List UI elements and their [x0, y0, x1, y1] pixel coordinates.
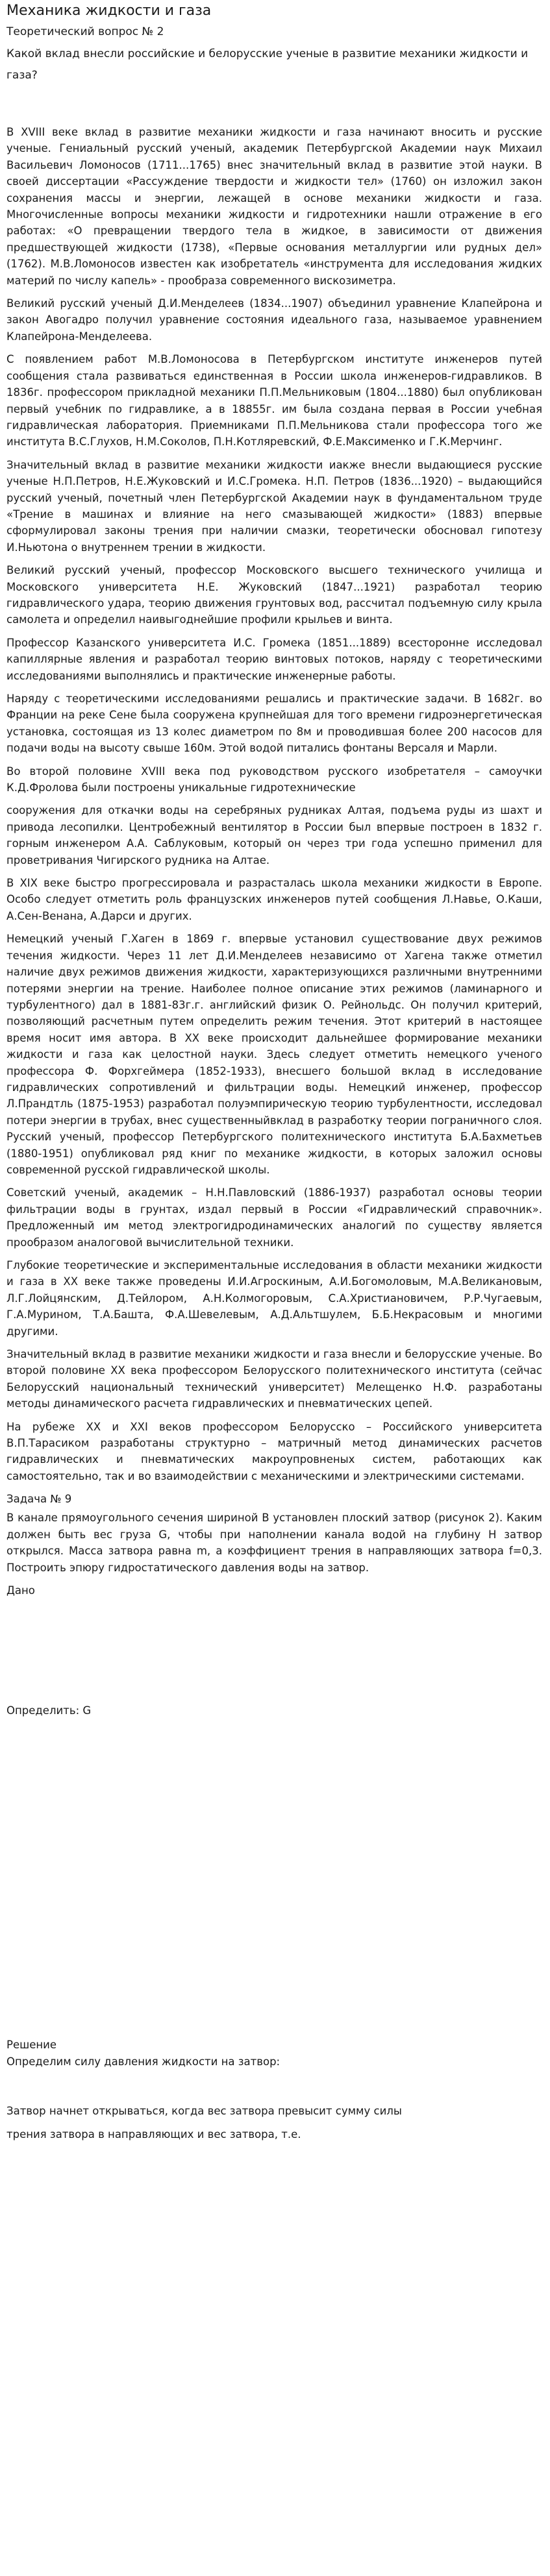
solution-line: Затвор начнет открываться, когда вес затвора превысит сумму силы: [6, 2104, 402, 2117]
paragraph: сооружения для откачки воды на серебряных рудниках Алтая, подъема руды из шахт и привода лесопилки. Центробежный вентилятор в России был впервые построен в 1832 г. горным инженером А.А. Саблуковым, который он через три года успешно применил для проветривания Чигирского рудника на Алтае.: [6, 804, 542, 866]
figure-space: [6, 1719, 542, 2037]
paragraph: Значительный вклад в развитие механики жидкости иакже внесли выдающиеся русские ученые Н.П.Петров, Н.Е.Жуковский и И.С.Громека. Н.П. Петров (1836...1920) – выдающийся русский ученый, почетный член Петербургской Академии наук в фундаментальном труде «Трение в машинах и влияние на него смазывающей жидкости» (1883) впервые сформулировал законы трения при наличии смазки, теоретически обосновал гипотезу И.Ньютона о внутреннем трении в жидкости.: [6, 458, 542, 554]
spacer: [6, 1599, 542, 1702]
given-label: Дано: [6, 1584, 35, 1597]
paragraph: Немецкий ученый Г.Хаген в 1869 г. впервые установил существование двух режимов течения жидкости. Через 11 лет Д.И.Менделеев независимо от Хагена также отметил наличие двух режимов движения жидкости, характеризующихся различными внутренними потерями энергии на трение. Наиболее полное описание этих режимов (ламинарного и турбулентного) дал в 1881-83г.г. английский физик О. Рейнольдс. Он получил критерий, позволяющий расчетным путем определить режим течения. Этот критерий в настоящее время носит имя автора. В XX веке происходит дальнейшее формирование механики жидкости и газа как целостной науки. Здесь следует отметить немецкого ученого профессора Ф. Форхгеймера (1852-1933), внесшего большой вклад в исследование гидравлических сопротивлений и фильтрации воды. Немецкий инженер, профессор Л.Прандтль (1875-1953) разработал полуэмпирическую теорию турбулентности, исследовал потери энергии в трубах, внес существенныйвклад в разработку теории пограничного слоя. Русский ученый, профессор Петербургского политехнического института Б.А.Бахметьев (1880-1951) опубликовал ряд книг по механике жидкости, в которых заложил основы современной русской гидравлической школы.: [6, 933, 542, 1176]
paragraph: Великий русский ученый Д.И.Менделеев (1834...1907) объединил уравнение Клапейрона и закон Авогадро получил уравнение состояния идеального газа, называемое уравнением Клапейрона-Менделеева.: [6, 297, 542, 343]
spacer: [6, 86, 542, 124]
solution-line: трения затвора в направляющих и вес затвора, т.е.: [6, 2128, 301, 2141]
document-title: Механика жидкости и газа: [6, 3, 212, 19]
question-number: Теоретический вопрос № 2: [6, 25, 164, 38]
paragraph: В XVIII веке вклад в развитие механики жидкости и газа начинают вносить и русские ученые. Гениальный русский ученый, академик Петербургской Академии наук Михаил Васильевич Ломоносов (1711...1765) внес значительный вклад в развитие этой науки. В своей диссертации «Рассуждение твердости и жидкости тел» (1760) он изложил закон сохранения массы и энергии, лежащей в основе механики жидкости и газа. Многочисленные вопросы механики жидкости и гидротехники нашли отражение в его работах: «О превращении твердого тела в жидкое, в зависимости от движения предшествующей жидкости (1738), «Первые основания металлургии или рудных дел» (1762). М.В.Ломоносов известен как изобретатель «инструмента для исследования жидких материй по числу капель» - прообраза современного вискозиметра.: [6, 126, 542, 287]
find-label: Определить: G: [6, 1704, 92, 1717]
paragraph: Глубокие теоретические и экспериментальные исследования в области механики жидкости и газа в XX веке также проведены И.И.Агроскиным, А.И.Богомоловым, М.А.Великановым, Л.Г.Лойцянским, Д.Тейлором, А.Н.Колмогоровым, С.А.Христиановичем, Р.Р.Чугаевым, Г.А.Мурином, Т.А.Башта, Ф.А.Шевелевым, А.Д.Альтшулем, Б.Б.Некрасовым и многими другими.: [6, 1259, 542, 1338]
paragraph: Во второй половине XVIII века под руководством русского изобретателя – самоучки К.Д.Фролова были построены уникальные гидротехнические: [6, 765, 542, 794]
paragraph: Великий русский ученый, профессор Московского высшего технического училища и Московского университета Н.Е. Жуковский (1847...1921) разработал теорию гидравлического удара, теорию движения грунтовых вод, рассчитал подъемную силу крыла самолета и определил наивыгоднейшие профили крыльев и винта.: [6, 564, 542, 626]
paragraph: Профессор Казанского университета И.С. Громека (1851...1889) всесторонне исследовал капиллярные явления и разработал теорию винтовых потоков, наряду с теоретическими исследованиями выполнялись и практические инженерные работы.: [6, 636, 542, 682]
paragraph: На рубеже XX и XXI веков профессором Белорусско – Российского университета В.П.Тарасиком разработаны структурно – матричный метод динамических расчетов гидравлических и пневматических макроупровненых систем, работающих как самостоятельно, так и во взаимодействии с механическими и электрическими системами.: [6, 1420, 542, 1482]
paragraph: В XIX веке быстро прогрессировала и разрасталась школа механики жидкости в Европе. Особо следует отметить роль французских инженеров путей сообщения Л.Навье, О.Каши, А.Сен-Венана, А.Дарси и других.: [6, 877, 542, 922]
paragraph: С появлением работ М.В.Ломоносова в Петербургском институте инженеров путей сообщения стала развиваться единственная в России школа инженеров-гидравликов. В 1836г. профессором прикладной механики П.П.Мельниковым (1804...1880) был опубликован первый учебник по гидравлике, а в 18855г. им была создана первая в России учебная гидравлическая лаборатория. Приемниками П.П.Мельникова стали профессора того же института В.С.Глухов, Н.М.Соколов, П.Н.Котляревский, Ф.Е.Максименко и Г.К.Мерчинг.: [6, 353, 542, 448]
solution-label: Решение: [6, 2038, 57, 2051]
paragraph: Советский ученый, академик – Н.Н.Павловский (1886-1937) разработал основы теории фильтрации воды в грунтах, издал первый в России «Гидравлический справочник». Предложенный им метод электрогидродинамических аналогий по существу является прообразом аналоговой вычислительной техники.: [6, 1186, 542, 1249]
solution-line: Определим силу давления жидкости на затвор:: [6, 2055, 281, 2068]
task-statement: В канале прямоугольного сечения шириной В установлен плоский затвор (рисунок 2). Каким должен быть вес груза G, чтобы при наполнении канала водой на глубину Н затвор открылся. Масса затвора равна m, а коэффициент трения в направляющих затвора f=0,3. Построить эпюру гидростатического давления воды на затвор.: [6, 1512, 542, 1574]
question-text: Какой вклад внесли российские и белорусские ученые в развитие механики жидкости и газа?: [6, 47, 529, 82]
paragraph: Наряду с теоретическими исследованиями решались и практические задачи. В 1682г. во Франции на реке Сене была сооружена крупнейшая для того времени гидроэнергетическая установка, состоящая из 13 колес диаметром по 8м и проводившая более 200 насосов для подачи воды на высоту свыше 160м. Этой водой питались фонтаны Версаля и Марли.: [6, 693, 542, 755]
task-heading: Задача № 9: [6, 1493, 72, 1506]
paragraph: Значительный вклад в развитие механики жидкости и газа внесли и белорусские ученые. Во второй половине XX века профессором Белорусского политехнического института (сейчас Белорусский национальный технический университет) Мелещенко Н.Ф. разработаны методы динамического расчета гидравлических и пневматических цепей.: [6, 1348, 542, 1410]
spacer: [6, 2071, 542, 2100]
